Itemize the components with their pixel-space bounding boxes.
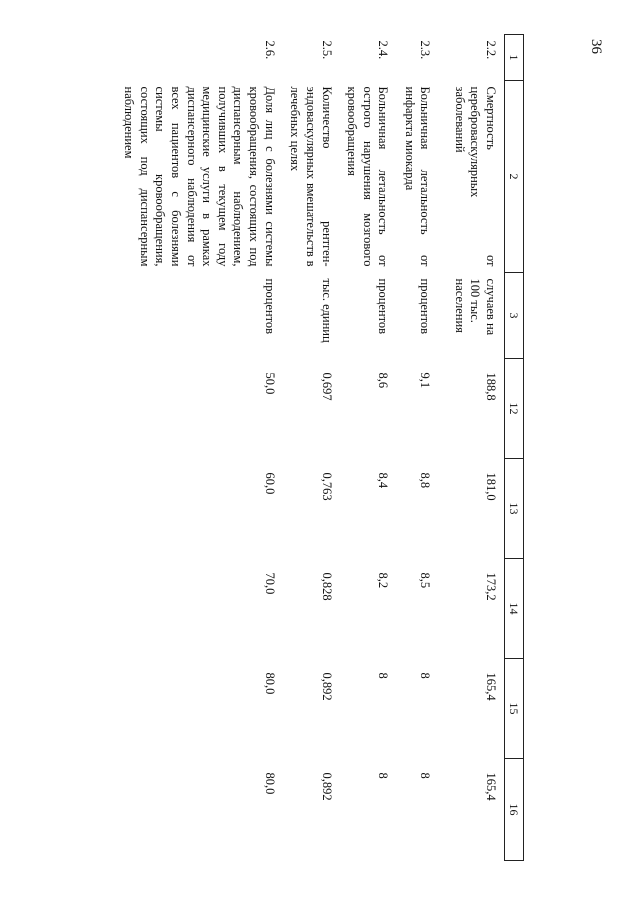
table-row [397,35,439,861]
unit: процентов [262,278,277,335]
value-15: 0,892 [319,672,334,701]
header-cell: 16 [505,759,524,861]
table-row [439,35,505,861]
value-15: 8 [418,672,433,679]
unit: процентов [376,278,391,335]
page-number: 36 [588,39,604,54]
unit: процентов [418,278,433,335]
value-13: 60,0 [262,472,277,495]
header-cell: 2 [505,81,524,273]
value-16: 8 [418,772,433,779]
value-14: 8,5 [418,572,433,589]
value-15: 165,4 [484,672,498,701]
header-cell: 15 [505,659,524,759]
value-14: 173,2 [484,572,498,601]
header-cell: 14 [505,559,524,659]
value-15: 8 [376,672,391,679]
header-cell: 13 [505,459,524,559]
value-16: 80,0 [262,772,277,795]
value-12: 8,6 [376,372,391,389]
indicator-name: Смертность от цереброваскулярных заболеваний [452,86,498,267]
table-row [340,35,397,861]
value-12: 50,0 [262,372,277,395]
header-cell: 3 [505,273,524,359]
header-row [505,35,524,861]
table-row [283,35,340,861]
unit: тыс. единиц [319,278,334,343]
value-13: 8,8 [418,472,433,489]
value-13: 0,763 [319,472,334,501]
unit: случаев на 100 тыс. населения [452,278,498,336]
value-16: 0,892 [319,772,334,801]
value-14: 8,2 [376,572,391,589]
row-number: 2.4. [376,40,391,60]
value-14: 0,828 [319,572,334,601]
indicator-name: Больничная летальность от инфаркта миокарда [402,86,433,267]
value-12: 0,697 [319,372,334,401]
header-cell: 1 [505,35,524,81]
row-number: 2.6. [262,40,277,60]
row-number: 2.5. [319,40,334,60]
row-number: 2.2. [484,40,498,60]
value-16: 165,4 [484,772,498,801]
value-15: 80,0 [262,672,277,695]
table-container [100,34,524,860]
value-13: 8,4 [376,472,391,489]
value-12: 188,8 [484,372,498,401]
row-number: 2.3. [418,40,433,60]
table-row [117,35,283,861]
indicator-name: Больничная летальность от острого нарушения мозгового кровообращения [345,86,391,267]
header-cell: 12 [505,359,524,459]
value-12: 9,1 [418,372,433,389]
indicator-name: Количество рентген-эндоваскулярных вмешательств в лечебных целях [288,86,334,267]
value-13: 181,0 [484,472,498,501]
indicators-table [117,34,525,861]
indicator-name: Доля лиц с болезнями системы кровообращения, состоящих под диспансерным наблюдением, получивших в текущем году медицинские услуги в рамках диспансерного наблюдения от всех пациентов с болезнями системы кровообращения, состоящих под диспансерным наблюдением [122,86,277,267]
value-16: 8 [376,772,391,779]
value-14: 70,0 [262,572,277,595]
